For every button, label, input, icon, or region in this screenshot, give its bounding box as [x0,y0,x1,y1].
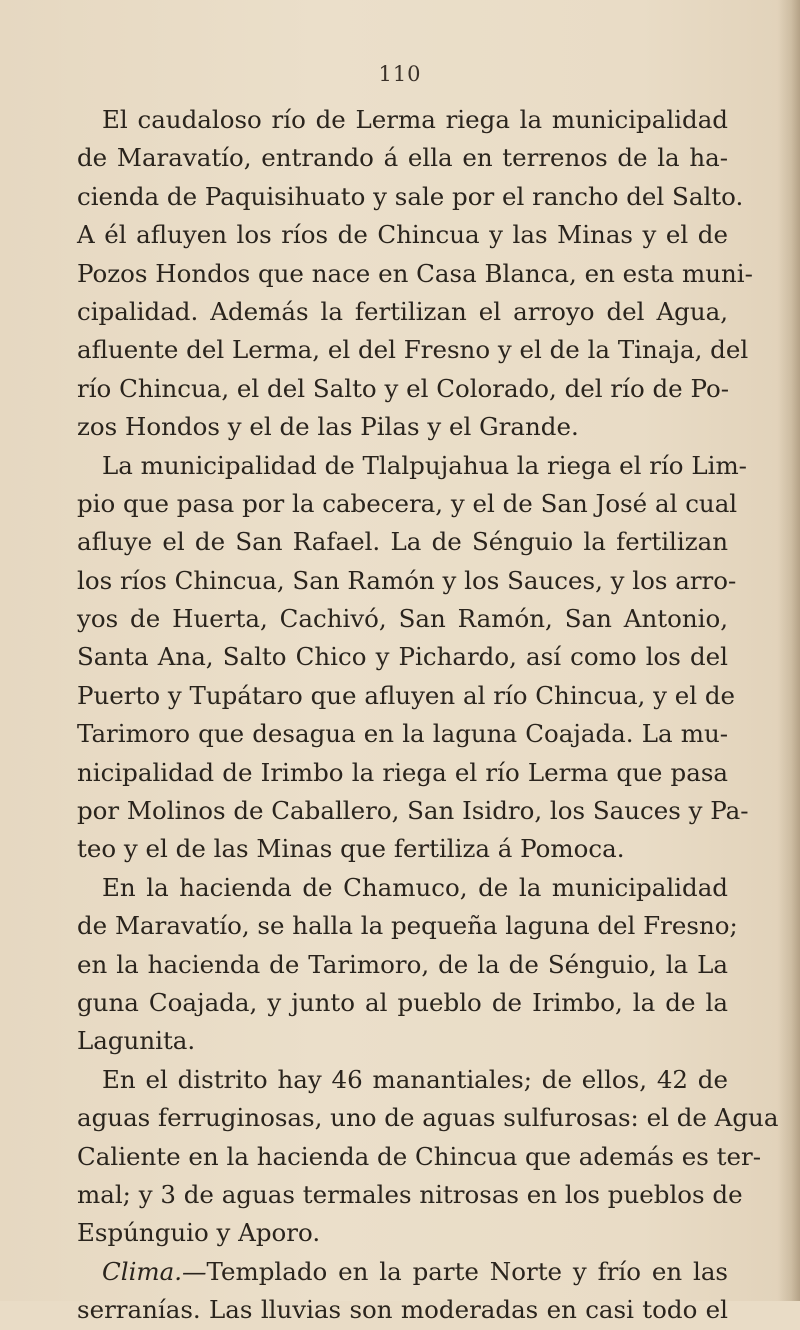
clima-label: Clima.— [102,1256,207,1286]
text-line: los ríos Chincua, San Ramón y los Sauces, y los arro- [77,565,737,595]
text-line: mal; y 3 de aguas termales nitrosas en los pueblos de [77,1179,743,1209]
text-line: Pozos Hondos que nace en Casa Blanca, en esta muni- [77,258,753,288]
clima-line [77,1253,728,1291]
text-line: La municipalidad de Tlalpujahua la riega el río Lim- [102,450,747,480]
text-line: río Chincua, el del Salto y el Colorado, del río de Po- [77,373,729,403]
text-line: Caliente en la hacienda de Chincua que además es ter- [77,1141,761,1171]
text-line: En el distrito hay 46 manantiales; de ellos, 42 de [102,1064,728,1094]
text-line: guna Coajada, y junto al pueblo de Irimbo, la de la [77,987,728,1017]
text-line: En la hacienda de Chamuco, de la municipalidad [102,872,728,902]
text-line: yos de Huerta, Cachivó, San Ramón, San Antonio, [77,604,728,634]
text-line: cipalidad. Además la fertilizan el arroyo del Agua, [77,296,728,326]
text-line: El caudaloso río de Lerma riega la municipalidad [102,105,728,134]
body-text [77,101,779,1330]
text-line: Puerto y Tupátaro que afluyen al río Chincua, y el de [77,680,736,710]
text-line: de Maravatío, se halla la pequeña laguna del Fresno; [77,911,738,941]
text-line: cienda de Paquisihuato y sale por el rancho del Salto. [77,181,744,211]
text-line: zos Hondos y el de las Pilas y el Grande. [77,412,579,442]
text-line: teo y el de las Minas que fertiliza á Pomoca. [77,834,625,864]
page-edge-shadow [778,0,800,1301]
text-line: de Maravatío, entrando á ella en terrenos de la ha- [77,143,728,173]
text-line: pio que pasa por la cabecera, y el de San José al cual [77,488,738,518]
text-line: Lagunita. [77,1026,196,1056]
text-line: afluente del Lerma, el del Fresno y el de la Tinaja, del [77,335,749,365]
text-line: Espúnguio y Aporo. [77,1218,321,1248]
text-line: A él afluyen los ríos de Chincua y las Minas y el de [77,220,728,250]
text-line: aguas ferruginosas, uno de aguas sulfurosas: el de Agua [77,1103,779,1133]
text-line: Santa Ana, Salto Chico y Pichardo, así como los del [77,642,728,672]
text-line: en la hacienda de Tarimoro, de la de Sénguio, la La [77,949,728,979]
text-line: nicipalidad de Irimbo la riega el río Lerma que pasa [77,757,728,787]
text-line: serranías. Las lluvias son moderadas en casi todo el [77,1295,728,1325]
text-line: Tarimoro que desagua en la laguna Coajada. La mu- [77,719,728,749]
text-line: afluye el de San Rafael. La de Sénguio la fertilizan [77,527,728,557]
page-number: 110 [378,62,422,86]
text-line: por Molinos de Caballero, San Isidro, los Sauces y Pa- [77,796,749,826]
clima-text: Templado en la parte Norte y frío en las [206,1256,728,1286]
